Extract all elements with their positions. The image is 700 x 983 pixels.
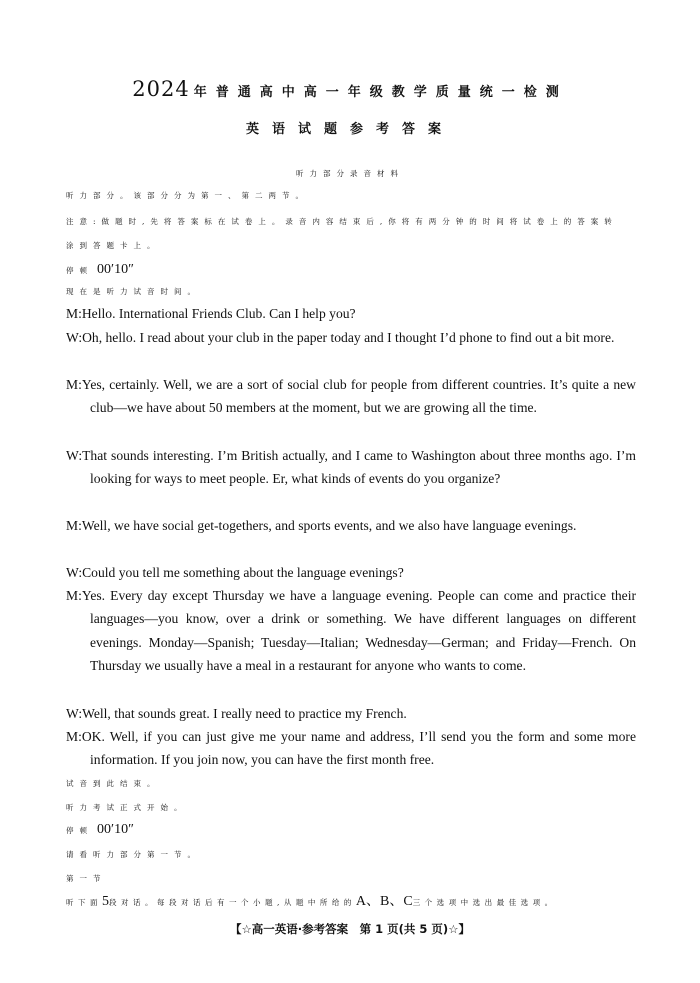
pause-line-2 [66, 822, 134, 838]
dialogue-line: W:Could you tell me something about the language evenings? [66, 565, 404, 580]
section-one-instruction [66, 890, 656, 910]
pause-line-1 [66, 262, 134, 278]
instruction-part-c: 三个选项中选出最佳选项。 [412, 898, 557, 907]
dialogue-line: W:Well, that sounds great. I really need to practice my French. [66, 706, 407, 721]
listening-section-heading: 听力部分录音材料 [296, 169, 404, 178]
dialogue-line: W:That sounds interesting. I’m British actually, and I came to Washington about three months ago. I’m looking for ways to meet people. Er, what kinds of events do you organize? [66, 448, 636, 487]
after-line-2: 听力考试正式开始。 [66, 803, 188, 812]
after-line-1: 试音到此结束。 [66, 779, 161, 788]
pause-label: 停顿 [66, 266, 93, 275]
instruction-line-1: 听力部分。该部分分为第一、第二两节。 [66, 191, 309, 200]
instruction-part-b: 段对话。每段对话后有一个小题,从题中所给的 [109, 898, 356, 907]
pause-time: 00′10″ [97, 822, 134, 837]
exam-year: 2024 [132, 77, 190, 101]
exam-title-text: 年普通高中高一年级教学质量统一检测 [193, 85, 568, 100]
dialogue-line: M:Yes. Every day except Thursday we have a language evening. People can come and practice their languages—you know, over a drink or something. We have different languages on different evenings. Monday—Spanish; Tuesday—Italian; Wednesday—German; and Friday—French. On Thursday we usually have a meal in a restaurant for anyone who wants to come. [66, 588, 636, 674]
dialogue-line: M:Well, we have social get-togethers, and sports events, and we also have language evenings. [66, 518, 577, 533]
instruction-line-2: 注意:做题时,先将答案标在试卷上。录音内容结束后,你将有两分钟的时间将试卷上的答案转 [66, 217, 618, 226]
instruction-line-3: 涂到答题卡上。 [66, 241, 161, 250]
instruction-part-a: 听下面 [66, 898, 102, 907]
instruction-line-4: 现在是听力试音时间。 [66, 287, 201, 296]
option-letters: A、B、C [355, 894, 413, 909]
pause-time: 00′10″ [97, 262, 134, 277]
section-one-label: 第一节 [66, 874, 107, 883]
after-line-3: 请看听力部分第一节。 [66, 850, 201, 859]
dialogue-count: 5 [102, 894, 109, 909]
dialogue-line: M:Hello. International Friends Club. Can I help you? [66, 306, 356, 321]
dialogue-line: W:Oh, hello. I read about your club in the paper today and I thought I’d phone to find out a bit more. [66, 330, 615, 345]
pause-label: 停顿 [66, 826, 93, 835]
exam-subtitle: 英语试题参考答案 [245, 122, 454, 137]
page-footer: 【☆高一英语·参考答案 第 1 页(共 5 页)☆】 [229, 922, 471, 936]
exam-title [0, 77, 700, 101]
dialogue-line: M:Yes, certainly. Well, we are a sort of social club for people from different countries. It’s quite a new club—we have about 50 members at the moment, but we are growing all the time. [66, 377, 636, 416]
dialogue-line: M:OK. Well, if you can just give me your name and address, I’ll send you the form and some more information. If you join now, you can have the first month free. [66, 729, 636, 768]
